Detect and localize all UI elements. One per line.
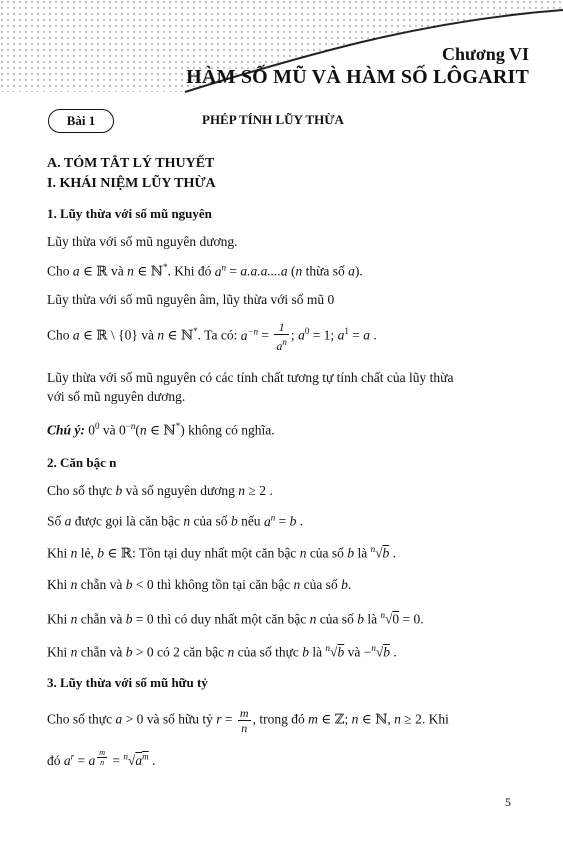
chapter-label: Chương VI (442, 44, 529, 64)
page-number: 5 (505, 795, 511, 809)
line-p2: Cho a ∈ ℝ và n ∈ ℕ*. Khi đó $a^n = a.a.a....a$ (n thừa số a). (47, 262, 363, 279)
line-p6: Cho số thực b và số nguyên dương n ≥ 2 . (47, 483, 273, 498)
line-p5b: với số mũ nguyên dương. (47, 389, 186, 404)
line-p3: Lũy thừa với số mũ nguyên âm, lũy thừa với số mũ 0 (47, 292, 335, 307)
line-p1: Lũy thừa với số mũ nguyên dương. (47, 234, 238, 249)
lesson-badge: Bài 1 (48, 109, 114, 133)
line-p4: Cho a ∈ ℝ \ {0} và n ∈ ℕ*. Ta có: $a^{-n}$ = $\frac{1}{a^n}$ ; $a^0 = 1$; $a^1 = a$ . (47, 320, 377, 353)
subsection-2-heading: 2. Căn bậc n (47, 455, 117, 470)
line-p11: Khi n chẵn và b > 0 có 2 căn bậc n của số thực b là $^n$√b và −$^n$√b . (47, 643, 397, 660)
section-i-heading: I. KHÁI NIỆM LŨY THỪA (47, 176, 216, 191)
line-p13: đó $a^r = a$ $^{\frac{m}{n}}$ = $^n√a^m$ . (47, 748, 156, 769)
subsection-3-heading: 3. Lũy thừa với số mũ hữu tỷ (47, 675, 208, 690)
line-p10: Khi n chẵn và b = 0 thì có duy nhất một căn bậc n của số b là $^n$√0 = 0. (47, 610, 424, 627)
line-p7: Số a được gọi là căn bậc n của số b nếu $a^n = b$ . (47, 512, 304, 529)
lesson-title: PHÉP TÍNH LŨY THỪA (202, 112, 344, 127)
chapter-title: HÀM SỐ MŨ VÀ HÀM SỐ LÔGARIT (186, 66, 529, 88)
line-p8: Khi n lẻ, b ∈ ℝ: Tồn tại duy nhất một căn bậc n của số b là $^n$√b . (47, 544, 396, 561)
line-note: Chú ý: $0^0$ và $0^{-n}(n$ ∈ ℕ*) không có nghĩa. (47, 421, 275, 438)
line-p5a: Lũy thừa với số mũ nguyên có các tính chất tương tự tính chất của lũy thừa (47, 370, 454, 385)
section-a-heading: A. TÓM TẮT LÝ THUYẾT (47, 156, 215, 171)
subsection-1-heading: 1. Lũy thừa với số mũ nguyên (47, 206, 212, 221)
line-p12: Cho số thực a > 0 và số hữu tỷ r = $\frac{m}{n}$ , trong đó m ∈ ℤ; n ∈ ℕ, n ≥ 2. Khi (47, 706, 449, 735)
line-p9: Khi n chẵn và b < 0 thì không tồn tại căn bậc n của số b. (47, 577, 352, 592)
